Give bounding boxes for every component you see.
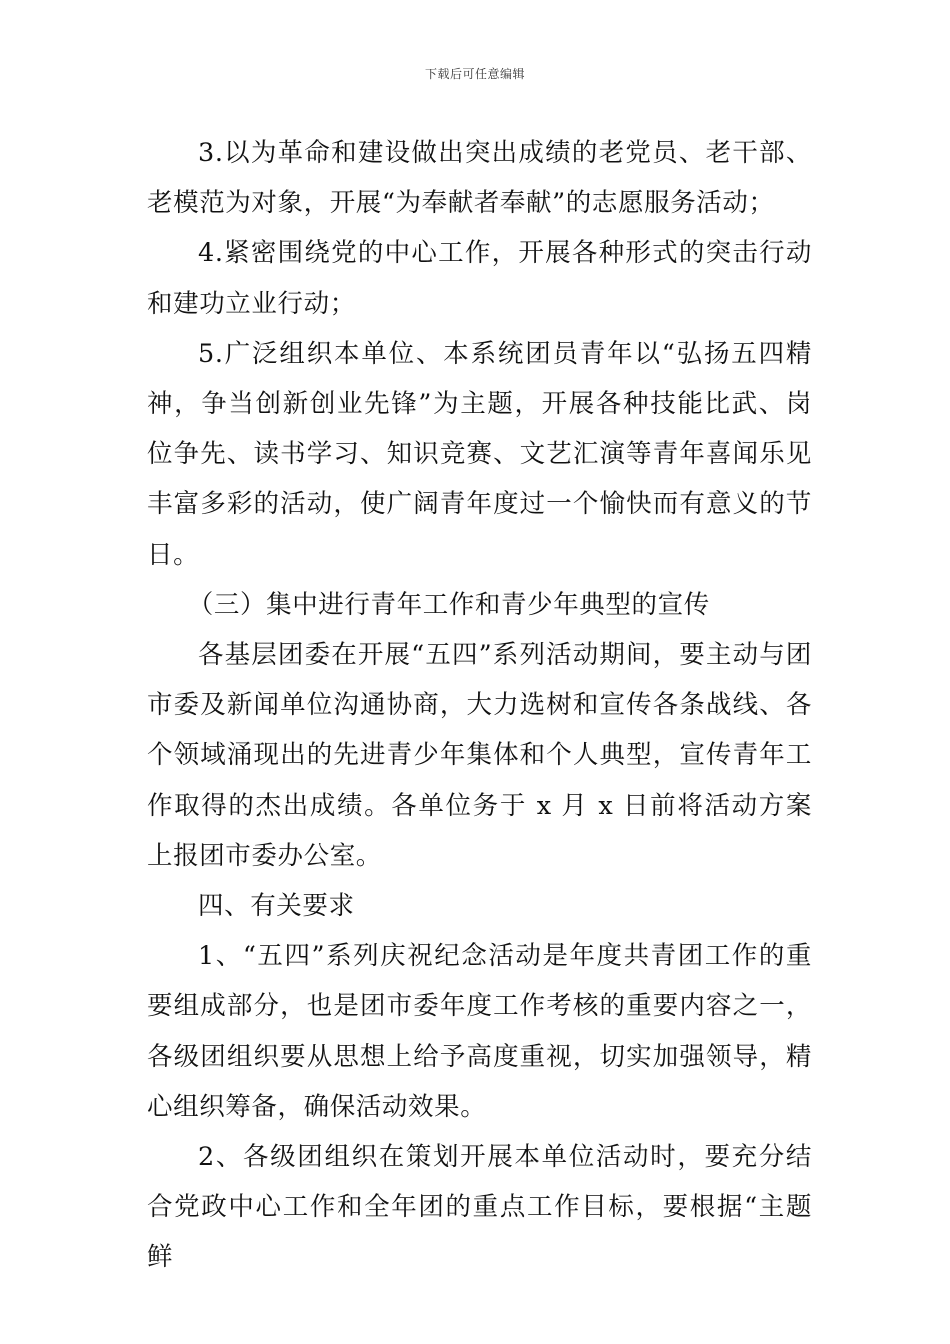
paragraph-publicity: 各基层团委在开展“五四”系列活动期间，要主动与团市委及新闻单位沟通协商，大力选树和宣传各条战线、各个领域涌现出的先进青少年集体和个人典型，宣传青年工作取得的杰出成绩。各单位务于 x 月 x 日前将活动方案上报团市委办公室。: [147, 640, 812, 871]
document-body: [147, 128, 812, 1283]
section-heading-publicity: （三）集中进行青年工作和青少年典型的宣传: [187, 589, 710, 620]
paragraph-item-4: 4.紧密围绕党的中心工作，开展各种形式的突击行动和建功立业行动；: [147, 238, 812, 319]
paragraph-item-3: 3.以为革命和建设做出突出成绩的老党员、老干部、老模范为对象，开展“为奉献者奉献”的志愿服务活动；: [147, 138, 812, 219]
paragraph-requirement-1: 1、“五四”系列庆祝纪念活动是年度共青团工作的重要组成部分，也是团市委年度工作考核的重要内容之一，各级团组织要从思想上给予高度重视，切实加强领导，精心组织筹备，确保活动效果。: [147, 941, 812, 1122]
section-heading-requirements: 四、有关要求: [198, 891, 355, 922]
paragraph-requirement-2: 2、各级团组织在策划开展本单位活动时，要充分结合党政中心工作和全年团的重点工作目标，要根据“主题鲜: [147, 1142, 812, 1273]
page-header: 下载后可任意编辑: [424, 67, 525, 81]
paragraph-item-5: 5.广泛组织本单位、本系统团员青年以“弘扬五四精神，争当创新创业先锋”为主题，开展各种技能比武、岗位争先、读书学习、知识竞赛、文艺汇演等青年喜闻乐见丰富多彩的活动，使广阔青年度过一个愉快而有意义的节日。: [147, 338, 812, 570]
